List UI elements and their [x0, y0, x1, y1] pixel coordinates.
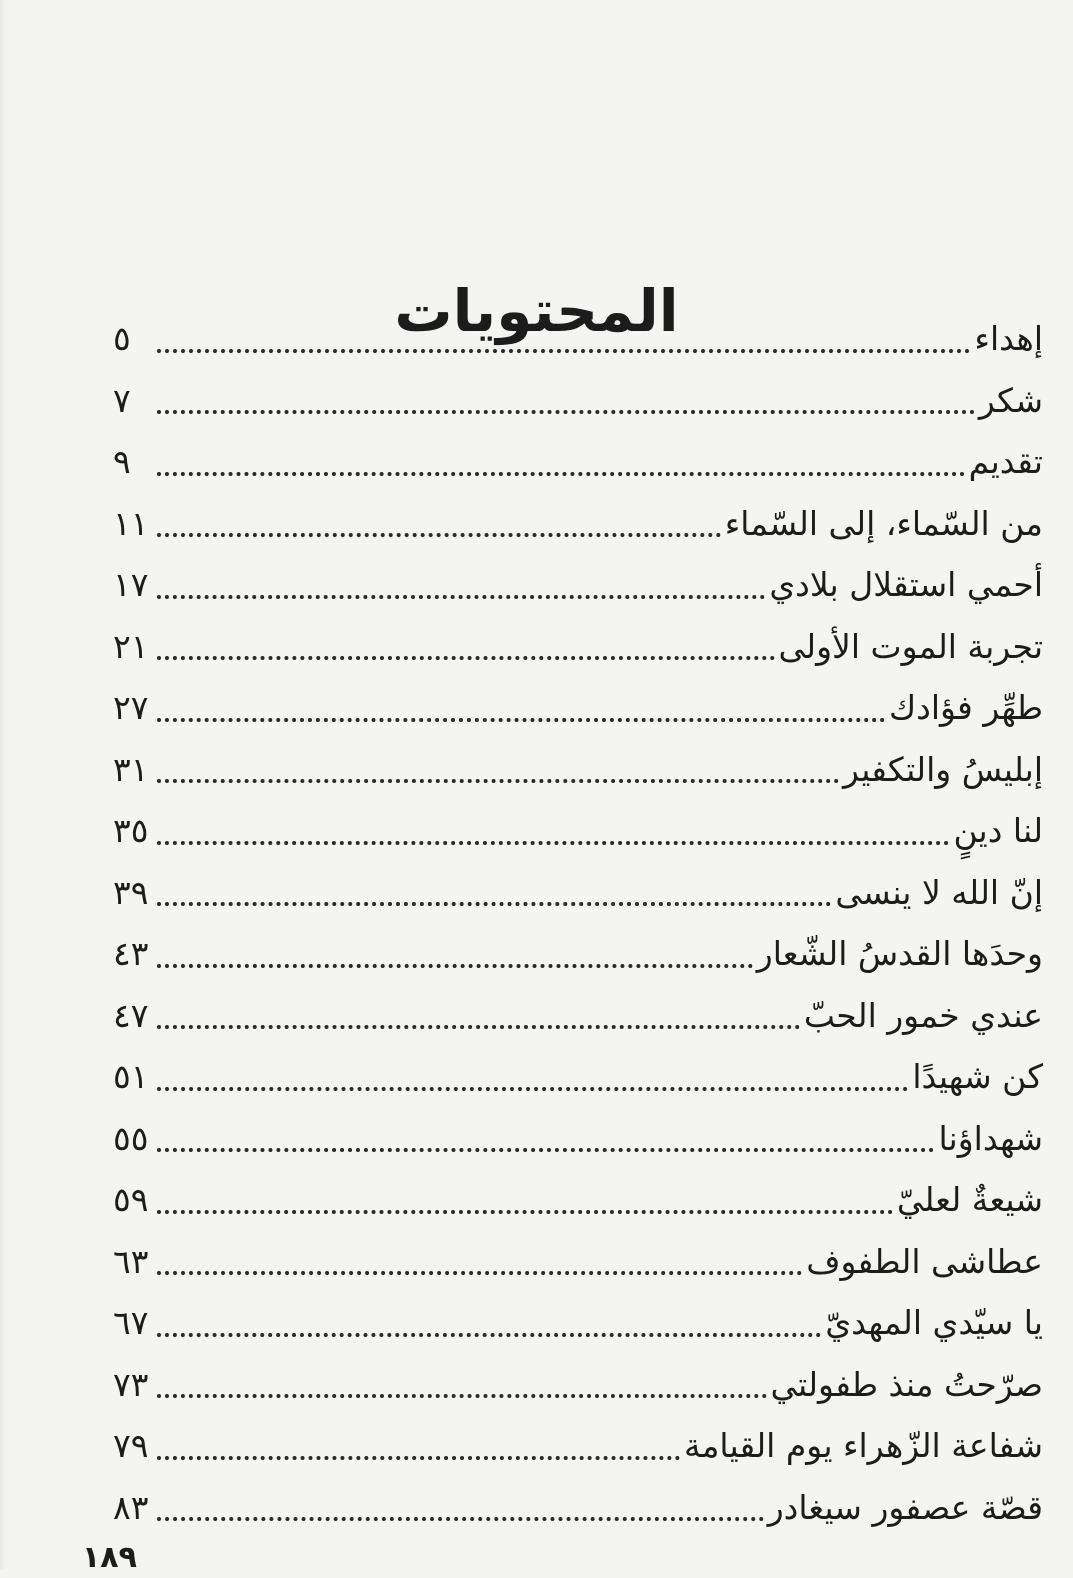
toc-entry [113, 554, 1043, 616]
toc-entry [113, 308, 1043, 370]
toc-entry-title: شفاعة الزّهراء يوم القيامة [684, 1426, 1043, 1465]
toc-entry-title: عطاشى الطفوف [806, 1241, 1043, 1281]
toc-entry [113, 1108, 1043, 1170]
toc-entry-page: ٢١ [113, 626, 149, 666]
toc-entry [113, 616, 1043, 678]
dot-leader [157, 902, 831, 906]
toc-entry [113, 800, 1043, 862]
dot-leader [157, 1517, 764, 1521]
dot-leader [157, 841, 949, 845]
toc-entry-title: صرّحتُ منذ طفولتي [770, 1364, 1043, 1404]
toc-entry [113, 985, 1043, 1047]
toc-entry [113, 739, 1043, 801]
dot-leader [157, 349, 970, 353]
toc-entry-page: ٥٩ [113, 1180, 149, 1219]
page-title: المحتويات [394, 276, 679, 345]
toc-entry [113, 431, 1043, 493]
toc-entry-title: عندي خمور الحبّ [803, 995, 1043, 1035]
toc-entry-page: ٥٥ [113, 1118, 149, 1158]
toc-entry-page: ٤٣ [113, 934, 149, 973]
toc-entry [113, 370, 1043, 432]
toc-entry-title: شهداؤنا [938, 1118, 1043, 1158]
toc-entry-page: ٧٩ [113, 1426, 149, 1465]
toc-entry-title: إبليسُ والتكفير [843, 749, 1043, 789]
dot-leader [157, 595, 765, 599]
toc-entry-title: شكر [978, 380, 1043, 420]
dot-leader [157, 1394, 767, 1398]
toc-entry [113, 1231, 1043, 1293]
dot-leader [157, 1333, 821, 1337]
dot-leader [157, 718, 885, 722]
toc-entry-title: قصّة عصفور سيغادر [767, 1487, 1043, 1527]
toc-entry-page: ٩ [113, 442, 131, 481]
toc-entry-title: لنا دينٍ [953, 811, 1043, 850]
toc-entry [113, 923, 1043, 985]
dot-leader [157, 1210, 893, 1214]
dot-leader [157, 1025, 800, 1029]
page-edge [0, 0, 6, 1570]
toc-entry [113, 493, 1043, 555]
toc-entry-page: ٣١ [113, 749, 149, 789]
dot-leader [157, 410, 975, 414]
toc-entry-title: إنّ الله لا ينسى [835, 872, 1043, 912]
toc-entry [113, 1354, 1043, 1416]
toc-entry [113, 1169, 1043, 1231]
dot-leader [157, 1087, 908, 1091]
toc-entry-title: شيعةٌ لعليّ [896, 1180, 1043, 1219]
toc-entry-title: كن شهيدًا [912, 1057, 1043, 1096]
toc-entry-page: ٥ [113, 319, 131, 358]
dot-leader [157, 656, 775, 660]
toc-entry-page: ٥١ [113, 1057, 149, 1096]
toc-entry-title: يا سيّدي المهديّ [825, 1303, 1043, 1342]
dot-leader [157, 1148, 934, 1152]
toc-entry [113, 1415, 1043, 1477]
toc-entry-page: ١١ [113, 503, 149, 543]
toc-entry-title: أحمي استقلال بلادي [769, 565, 1043, 604]
toc-entry [113, 677, 1043, 739]
toc-entry-title: وحدَها القدسُ الشّعار [756, 934, 1043, 973]
toc-entry-title: طهِّر فؤادك [888, 688, 1043, 727]
dot-leader [157, 472, 965, 476]
toc-entry-page: ٦٧ [113, 1303, 149, 1342]
toc-entry [113, 1292, 1043, 1354]
toc-entry-page: ٤٧ [113, 995, 149, 1035]
toc-entry-page: ٣٥ [113, 811, 149, 850]
toc-entry-page: ١٧ [113, 565, 149, 604]
toc-entry-page: ٣٩ [113, 872, 149, 912]
toc-entry-page: ٧٣ [113, 1364, 149, 1404]
toc-entry-title: تجربة الموت الأولى [778, 626, 1043, 666]
toc-entry-page: ٦٣ [113, 1241, 149, 1281]
dot-leader [157, 964, 753, 968]
dot-leader [157, 1456, 680, 1460]
toc-entry [113, 1046, 1043, 1108]
dot-leader [157, 779, 839, 783]
toc-entry-title: من السّماء، إلى السّماء [724, 503, 1043, 543]
toc-entry [113, 862, 1043, 924]
toc-entry-title: إهداء [974, 319, 1043, 358]
dot-leader [157, 1271, 802, 1275]
table-of-contents [113, 308, 1043, 1538]
toc-entry-page: ٢٧ [113, 688, 149, 727]
page-number: ١٨٩ [82, 1540, 137, 1575]
toc-entry-page: ٧ [113, 380, 131, 420]
dot-leader [157, 533, 721, 537]
toc-entry [113, 1477, 1043, 1539]
toc-entry-page: ٨٣ [113, 1487, 149, 1527]
toc-entry-title: تقديم [968, 442, 1043, 481]
